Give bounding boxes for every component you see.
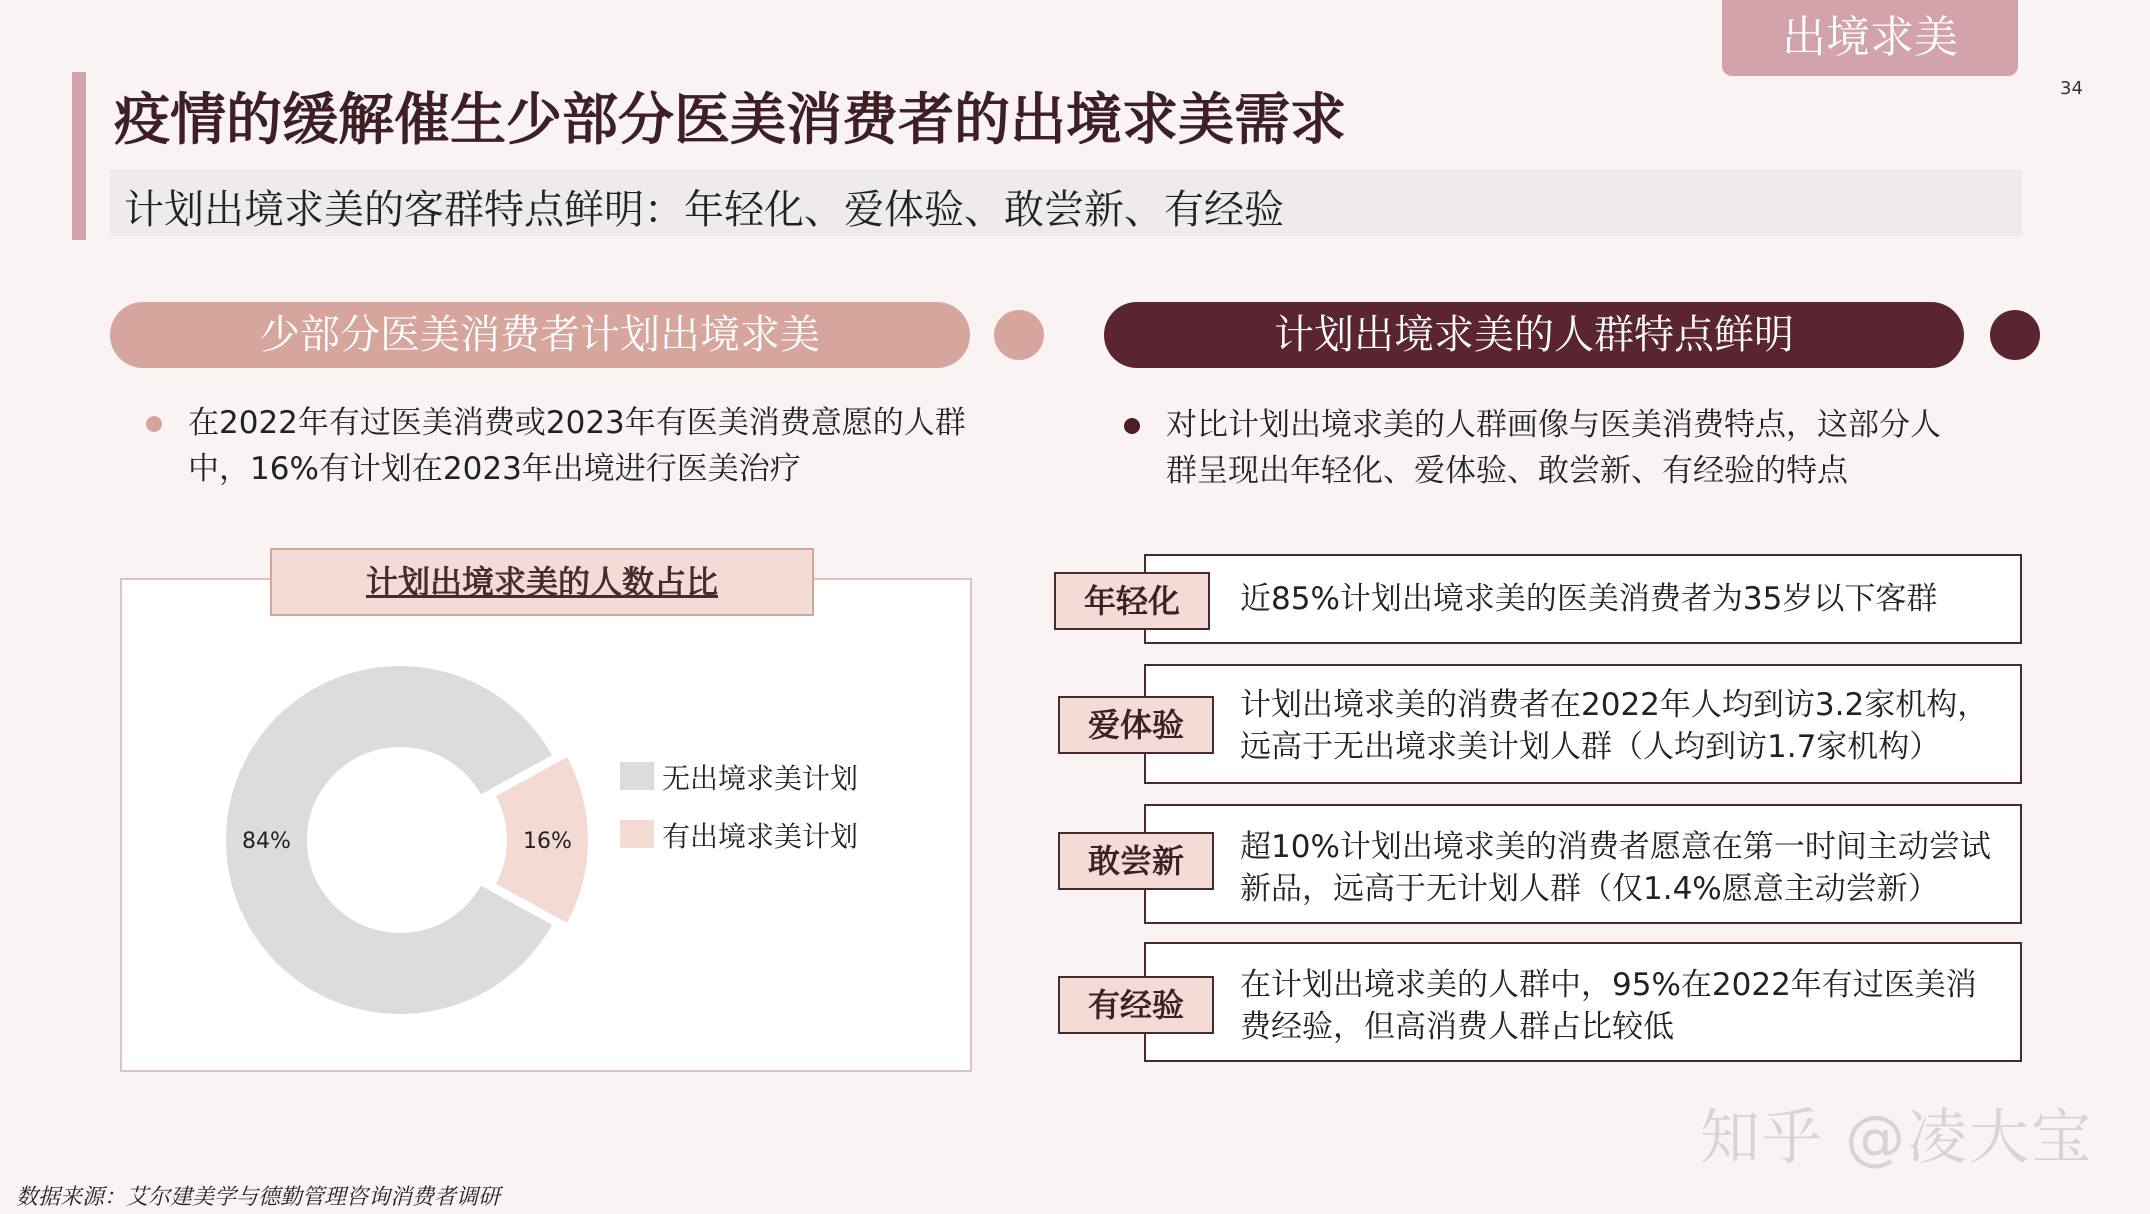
page-title: 疫情的缓解催生少部分医美消费者的出境求美需求: [114, 88, 1346, 153]
left-bullet-text: [188, 400, 988, 492]
legend-label-plan: 有出境求美计划: [662, 820, 859, 853]
feature-text-novelty: [1240, 826, 2030, 910]
feature-label-young: 年轻化: [1054, 572, 1210, 630]
title-accent-bar: [72, 72, 86, 240]
feature-line: 远高于无出境求美计划人群（人均到访1.7家机构）: [1240, 729, 1941, 765]
data-source: 数据来源：艾尔建美学与德勤管理咨询消费者调研: [16, 1185, 501, 1210]
right-bullet-text: [1166, 402, 1986, 494]
feature-label-experienced: 有经验: [1058, 976, 1214, 1034]
feature-line: 新品，远高于无计划人群（仅1.4%愿意主动尝新）: [1240, 871, 1939, 907]
left-section-dot: [994, 310, 1044, 360]
chart-title: 计划出境求美的人数占比: [270, 548, 814, 616]
feature-label-experience: 爱体验: [1058, 696, 1214, 754]
page-subtitle: 计划出境求美的客群特点鲜明：年轻化、爱体验、敢尝新、有经验: [124, 187, 1284, 233]
right-bullet-line: 对比计划出境求美的人群画像与医美消费特点，这部分人: [1166, 407, 1941, 443]
feature-text-young: [1240, 578, 2030, 620]
feature-line: 在计划出境求美的人群中，95%在2022年有过医美消: [1240, 967, 1977, 1003]
legend-swatch-no-plan: [620, 762, 654, 790]
legend-swatch-plan: [620, 820, 654, 848]
right-bullet-dot: [1124, 418, 1140, 434]
legend-label-no-plan: 无出境求美计划: [662, 762, 859, 795]
right-bullet-line: 群呈现出年轻化、爱体验、敢尝新、有经验的特点: [1166, 453, 1848, 489]
feature-line: 近85%计划出境求美的医美消费者为35岁以下客群: [1240, 581, 1938, 617]
right-section-dot: [1990, 310, 2040, 360]
left-bullet-line: 中，16%有计划在2023年出境进行医美治疗: [188, 451, 801, 487]
feature-line: 超10%计划出境求美的消费者愿意在第一时间主动尝试: [1240, 829, 1991, 865]
right-section-header: 计划出境求美的人群特点鲜明: [1104, 302, 1964, 368]
donut-chart: [200, 650, 600, 1030]
feature-text-experience: [1240, 684, 2030, 768]
donut-label-no-plan: 84%: [242, 829, 291, 854]
donut-label-plan: 16%: [523, 829, 572, 854]
feature-label-novelty: 敢尝新: [1058, 832, 1214, 890]
feature-line: 费经验，但高消费人群占比较低: [1240, 1009, 1674, 1045]
page-number: 34: [2060, 78, 2083, 99]
feature-line: 计划出境求美的消费者在2022年人均到访3.2家机构，: [1240, 687, 1989, 723]
feature-text-experienced: [1240, 964, 2030, 1048]
left-bullet-dot: [146, 416, 162, 432]
left-bullet-line: 在2022年有过医美消费或2023年有医美消费意愿的人群: [188, 405, 966, 441]
watermark: 知乎 @凌大宝: [1700, 1103, 2094, 1173]
section-tag: 出境求美: [1722, 0, 2018, 76]
left-section-header: 少部分医美消费者计划出境求美: [110, 302, 970, 368]
